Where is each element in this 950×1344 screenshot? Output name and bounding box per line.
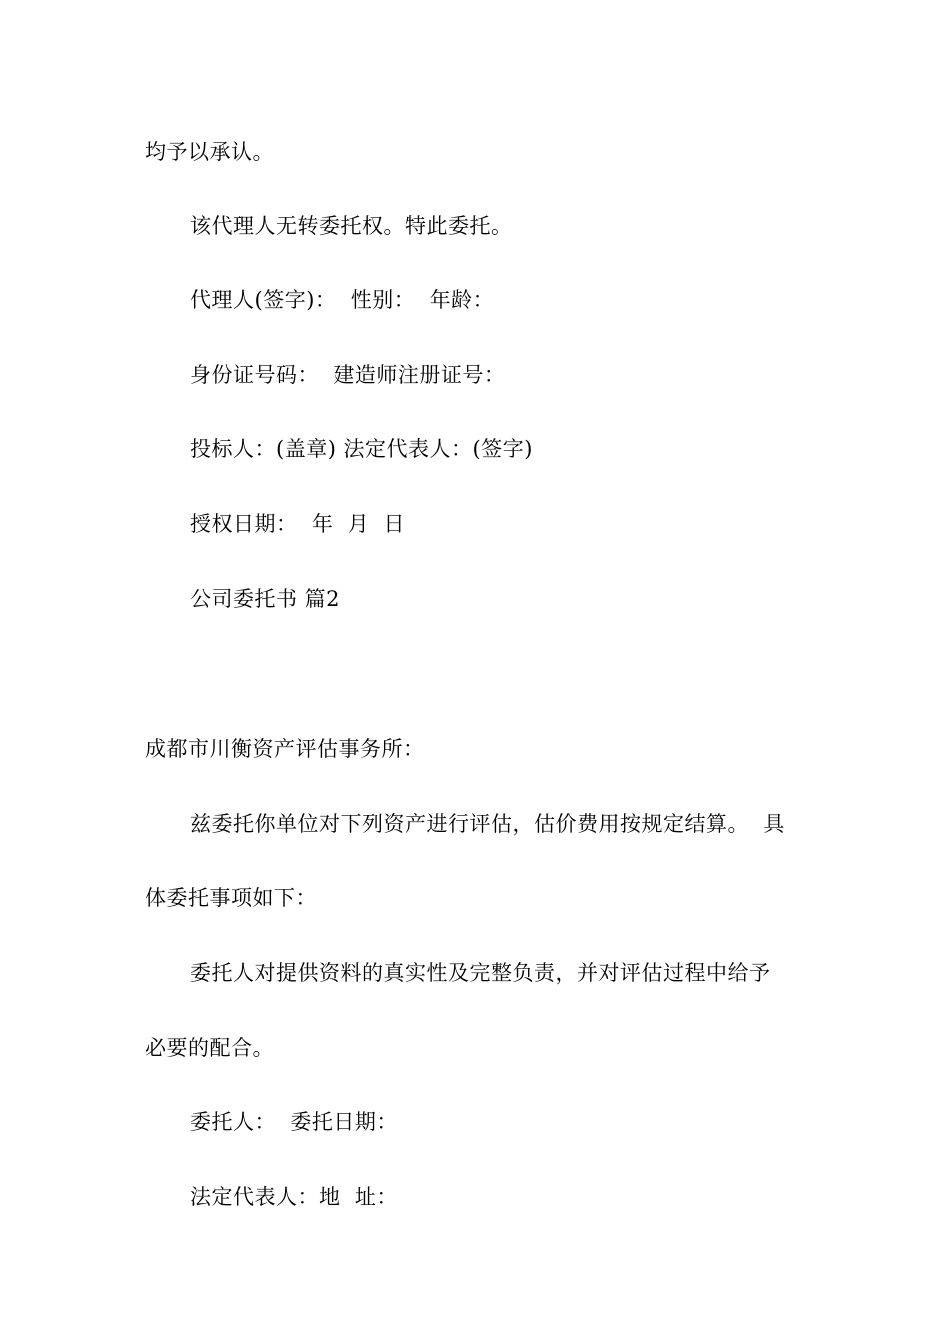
- paragraph-line: 均予以承认。: [145, 140, 274, 164]
- paragraph-line: 兹委托你单位对下列资产进行评估，估价费用按规定结算。 具: [190, 812, 785, 836]
- addressee-line: 成都市川衡资产评估事务所：: [145, 737, 425, 761]
- bidder-line: 投标人：(盖章) 法定代表人：(签字): [190, 437, 533, 461]
- paragraph-line: 该代理人无转委托权。特此委托。: [190, 214, 513, 238]
- authorization-date-line: 授权日期： 年 月 日: [190, 512, 406, 536]
- id-number-line: 身份证号码： 建造师注册证号：: [190, 363, 506, 387]
- agent-signature-line: 代理人(签字)： 性别： 年龄：: [190, 288, 495, 312]
- paragraph-line: 委托人对提供资料的真实性及完整负责，并对评估过程中给予: [190, 961, 771, 985]
- client-date-line: 委托人： 委托日期：: [190, 1110, 398, 1134]
- legal-representative-line: 法定代表人：地 址：: [190, 1185, 398, 1209]
- paragraph-line: 必要的配合。: [145, 1036, 274, 1060]
- paragraph-line: 体委托事项如下：: [145, 886, 317, 910]
- section-heading: 公司委托书 篇2: [190, 587, 341, 611]
